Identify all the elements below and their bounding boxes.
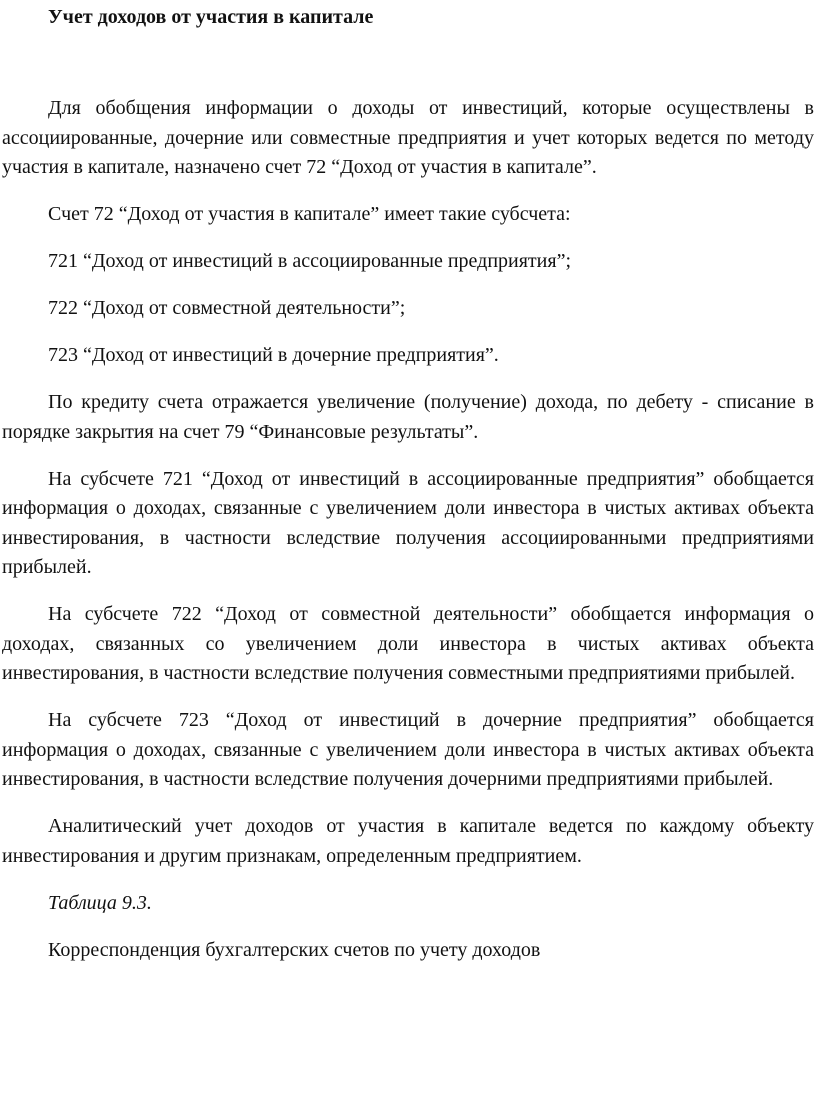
paragraph-subaccount-723: 723 “Доход от инвестиций в дочерние предприятия”. [48,344,499,366]
paragraph-subaccounts-intro: Счет 72 “Доход от участия в капитале” имеет такие субсчета: [48,203,571,225]
paragraph-intro: Для обобщения информации о доходы от инвестиций, которые осуществлены в ассоциированные, дочерние или совместные предприятия и учет которых ведется по методу участия в капитале, назначено счет 72 “Доход от участия в капитале”. [2,97,814,178]
paragraph-subaccount-721: 721 “Доход от инвестиций в ассоциированные предприятия”; [48,250,572,272]
paragraph-analytical-accounting: Аналитический учет доходов от участия в капитале ведется по каждому объекту инвестирования и другим признакам, определенным предприятием. [2,815,814,867]
paragraph-723-description: На субсчете 723 “Доход от инвестиций в дочерние предприятия” обобщается информация о доходах, связанные с увеличением доли инвестора в чистых активах объекта инвестирования, в частности вследствие получения дочерними предприятиями прибылей. [2,709,814,790]
table-title: Корреспонденция бухгалтерских счетов по учету доходов [48,938,541,961]
paragraph-subaccount-722: 722 “Доход от совместной деятельности”; [48,297,406,319]
paragraph-722-description: На субсчете 722 “Доход от совместной деятельности” обобщается информация о доходах, связанных со увеличением доли инвестора в чистых активах объекта инвестирования, в частности вследствие получения совместными предприятиями прибылей. [2,603,814,684]
table-caption: Таблица 9.3. [48,891,152,914]
paragraph-credit-debit: По кредиту счета отражается увеличение (получение) дохода, по дебету - списание в порядке закрытия на счет 79 “Финансовые результаты”. [2,391,814,443]
document-body [2,94,814,983]
paragraph-721-description: На субсчете 721 “Доход от инвестиций в ассоциированные предприятия” обобщается информация о доходах, связанные с увеличением доли инвестора в чистых активах объекта инвестирования, в частности вследствие получения ассоциированными предприятиями прибылей. [2,467,814,578]
document-title: Учет доходов от участия в капитале [48,6,374,28]
